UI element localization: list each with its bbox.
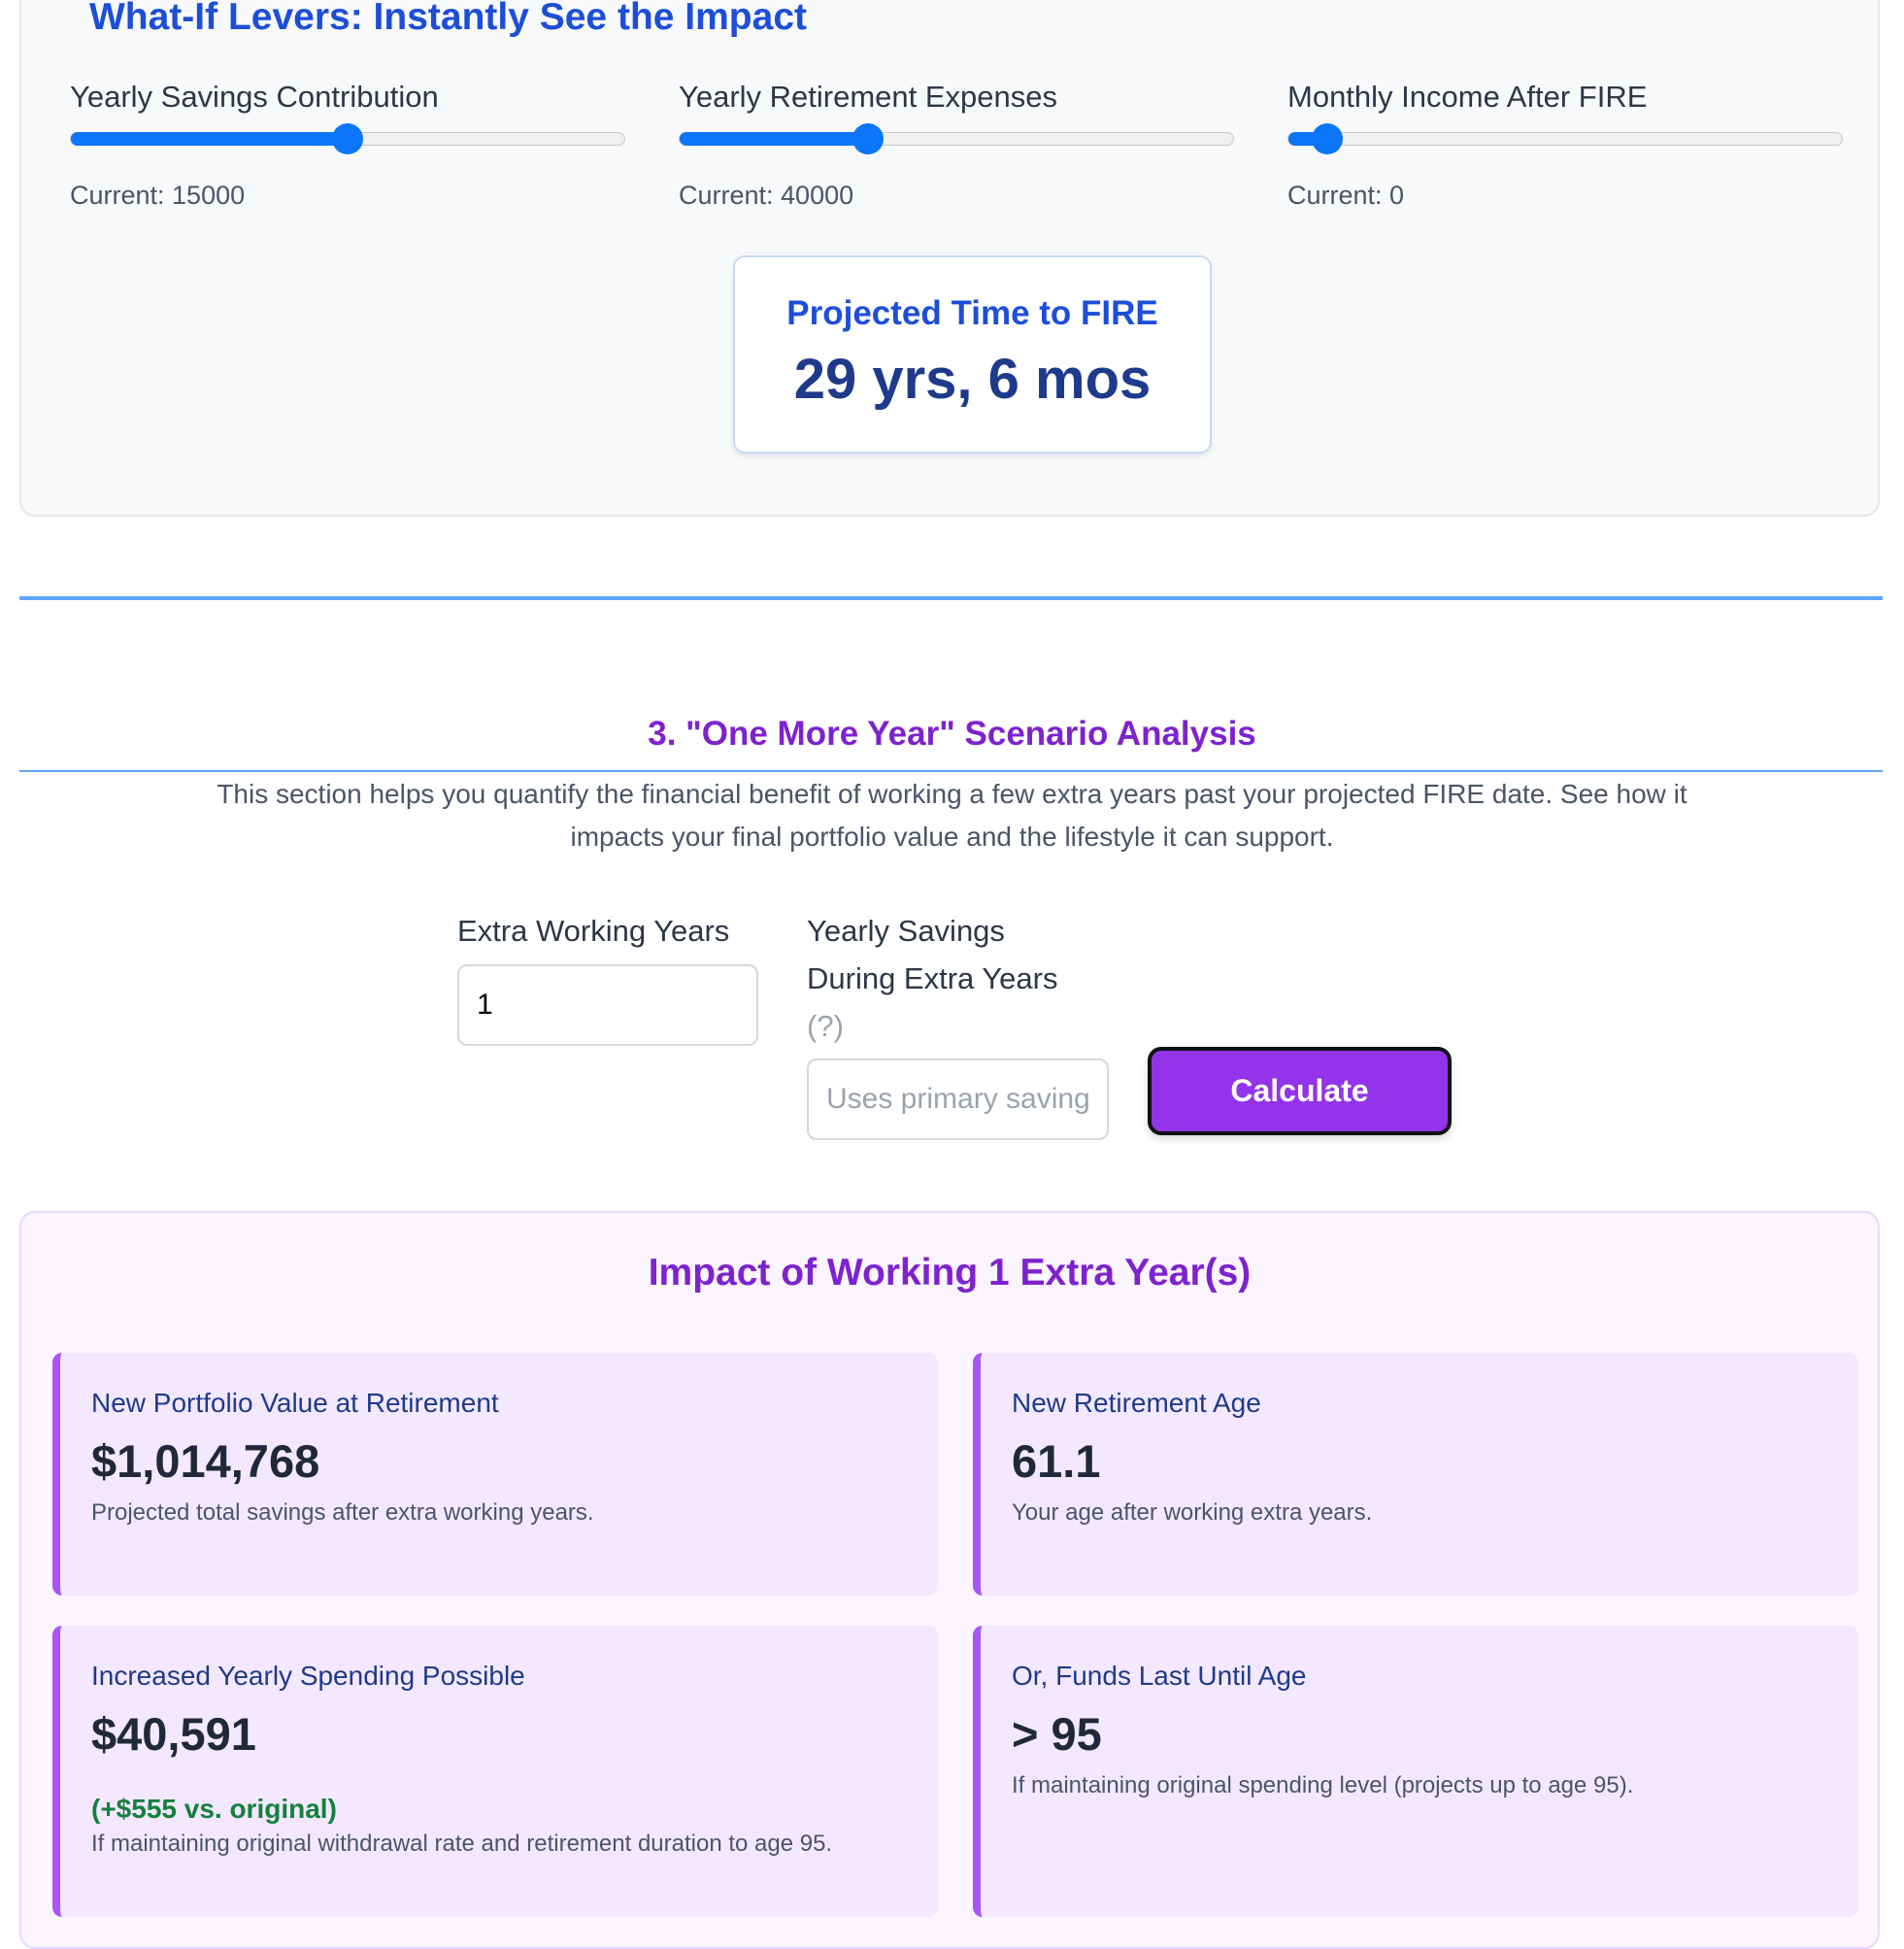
slider-thumb[interactable] (332, 123, 363, 154)
lever-yearly-savings (70, 80, 628, 211)
lever-current-value: Current: 0 (1287, 181, 1405, 210)
card-label: New Retirement Age (1012, 1388, 1261, 1418)
fire-value: 29 yrs, 6 mos (793, 348, 1152, 411)
monthly-income-slider[interactable] (1287, 132, 1843, 146)
card-increased-spending (52, 1626, 938, 1917)
lever-label: Yearly Retirement Expenses (679, 80, 1057, 114)
card-funds-last-until (973, 1626, 1858, 1917)
section-title: 3. "One More Year" Scenario Analysis (648, 715, 1256, 753)
extra-years-label: Extra Working Years (457, 914, 730, 948)
lever-monthly-income (1287, 80, 1846, 211)
card-value: $40,591 (91, 1708, 256, 1760)
title-underline (19, 770, 1883, 772)
yearly-savings-slider[interactable] (70, 132, 625, 146)
slider-fill (680, 132, 868, 146)
card-value: > 95 (1012, 1708, 1102, 1760)
label-line: Yearly Savings (807, 914, 1005, 948)
impact-panel (19, 1211, 1880, 1949)
label-line: During Extra Years (807, 961, 1058, 995)
what-if-title: What-If Levers: Instantly See the Impact (89, 0, 808, 38)
card-new-retirement-age (973, 1353, 1858, 1596)
savings-extra-years-input[interactable] (807, 1059, 1109, 1140)
help-hint[interactable]: (?) (807, 1009, 844, 1043)
yearly-expenses-slider[interactable] (679, 132, 1234, 146)
lever-label: Yearly Savings Contribution (70, 80, 439, 114)
savings-extra-years-label (807, 907, 1057, 1050)
card-label: Or, Funds Last Until Age (1012, 1661, 1307, 1691)
calculate-button[interactable]: Calculate (1148, 1047, 1452, 1135)
slider-thumb[interactable] (1312, 123, 1343, 154)
card-value: 61.1 (1012, 1435, 1101, 1487)
extra-years-input[interactable] (457, 964, 758, 1046)
lever-yearly-expenses (679, 80, 1237, 211)
slider-fill (71, 132, 348, 146)
card-note: If maintaining original withdrawal rate and retirement duration to age 95. (91, 1831, 833, 1857)
card-new-portfolio (52, 1353, 938, 1596)
card-note: Your age after working extra years. (1012, 1499, 1373, 1526)
impact-title: Impact of Working 1 Extra Year(s) (648, 1252, 1252, 1294)
slider-thumb[interactable] (852, 123, 884, 154)
card-delta: (+$555 vs. original) (91, 1794, 337, 1824)
card-label: New Portfolio Value at Retirement (91, 1388, 499, 1418)
lever-label: Monthly Income After FIRE (1287, 80, 1648, 114)
card-label: Increased Yearly Spending Possible (91, 1661, 525, 1691)
fire-label: Projected Time to FIRE (786, 294, 1158, 332)
lever-current-value: Current: 15000 (70, 181, 246, 210)
lever-current-value: Current: 40000 (679, 181, 854, 210)
projected-fire-box (733, 255, 1212, 454)
section-divider (19, 596, 1883, 600)
card-note: If maintaining original spending level (projects up to age 95). (1012, 1772, 1634, 1798)
what-if-levers-panel (19, 0, 1880, 517)
card-value: $1,014,768 (91, 1435, 320, 1487)
section-description: This section helps you quantify the financial benefit of working a few extra years past your projected FIRE date. See how it impacts your final portfolio value and the lifestyle it can support. (217, 779, 1687, 852)
card-note: Projected total savings after extra working years. (91, 1499, 594, 1526)
